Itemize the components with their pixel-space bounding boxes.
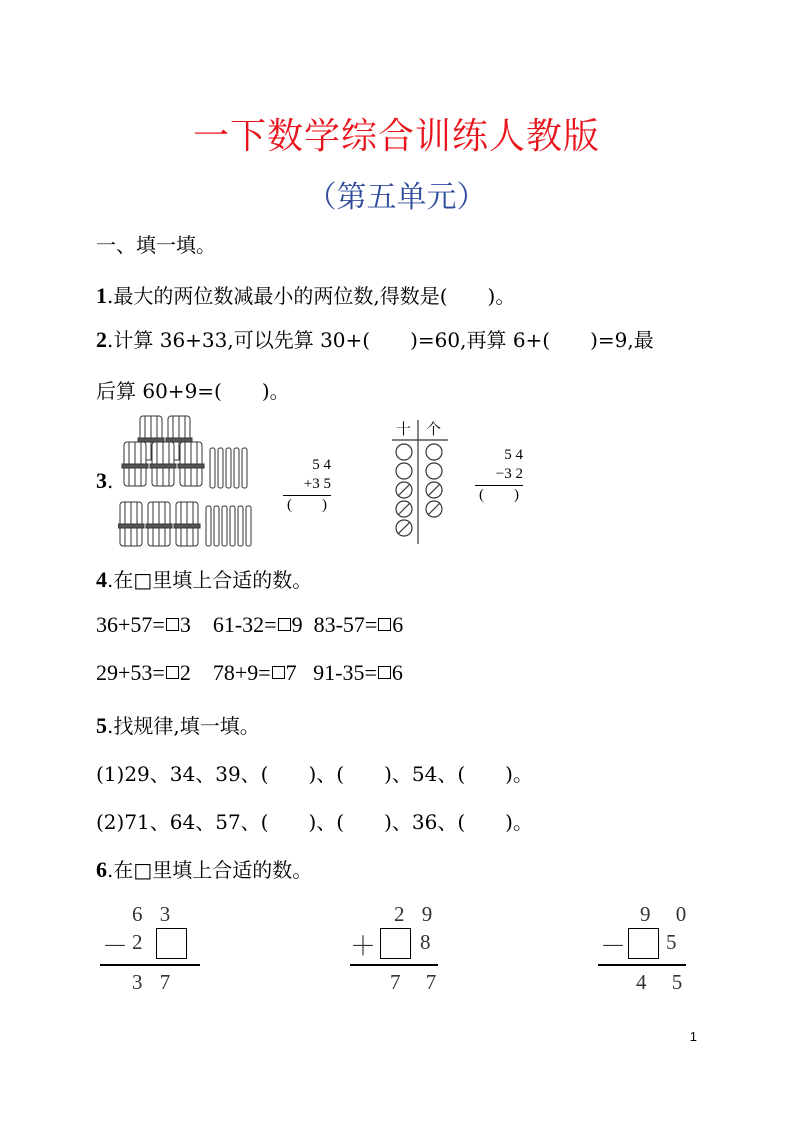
equation-2: 61-32= 9 [212,612,303,637]
calc-answer-blank[interactable]: ( ) [475,485,523,505]
page-subtitle: （第五单元） [306,180,487,215]
answer-box[interactable] [380,928,411,959]
equation-4: 29+53= 2 [96,660,191,685]
problem-top-number: 6 3 [132,902,177,926]
pattern-line-2: (2)71、64、57、( )、( )、36、( )。 [96,810,533,834]
divider-line [598,964,686,966]
equation-5: 78+9= 7 [212,660,297,685]
bundled-sticks-illustration [118,412,258,548]
question-text: .找规律,填一填。 [107,714,260,738]
divider-line [350,964,438,966]
answer-box[interactable] [628,928,659,959]
section-heading: 一、填一填。 [96,233,216,257]
question-text: .在□里填上合适的数。 [107,858,313,882]
calc-operand: −3 2 [495,466,523,482]
equation-3: 83-57= 6 [313,612,404,637]
page-number: 1 [689,1029,697,1044]
question-2-continued: 后算 60+9=( )。 [96,379,290,403]
answer-box[interactable] [278,618,291,631]
question-text: .计算 36+33,可以先算 30+( )=60,再算 6+( )=9,最 [107,328,654,352]
answer-box[interactable] [378,666,391,679]
question-number: 6 [96,857,107,882]
answer-box[interactable] [272,666,285,679]
ones-header: 个 [426,420,442,438]
problem-known-digit: 5 [666,930,677,954]
problem-result: 3 7 [132,970,177,994]
fill-box-row-1 [96,612,403,638]
question-4 [96,564,312,593]
vertical-problem-1 [100,898,204,994]
divider-line [100,964,200,966]
calc-operand: +3 5 [303,476,331,492]
problem-top-number: 2 9 [394,902,439,926]
vertical-subtraction [475,446,523,505]
answer-box[interactable] [166,618,179,631]
tens-header: 十 [396,420,412,438]
calc-answer-blank[interactable]: ( ) [283,495,331,515]
answer-box[interactable] [378,618,391,631]
calc-top: 5 4 [312,457,331,473]
problem-operator: ＋ [350,932,377,962]
fill-box-row-2 [96,660,403,686]
problem-operator: － [600,932,627,962]
problem-result: 7 7 [390,970,447,994]
question-number: 5 [96,713,107,738]
question-text: .最大的两位数减最小的两位数,得数是( )。 [107,284,516,308]
question-3: 3. [96,468,114,493]
question-number: 3 [96,468,107,493]
vertical-problem-3 [598,898,702,994]
problem-known-digit: 8 [420,930,431,954]
equation-6: 91-35= 6 [313,660,403,685]
problem-top-number: 9 0 [640,902,697,926]
calc-top: 5 4 [504,447,523,463]
question-number: 2 [96,327,107,352]
question-number: 1 [96,283,107,308]
vertical-problem-2 [350,898,454,994]
question-number: 4 [96,567,107,592]
answer-box[interactable] [156,928,187,959]
problem-result: 4 5 [636,970,693,994]
question-6 [96,854,312,883]
question-text: .在□里填上合适的数。 [107,568,313,592]
problem-operator: － [102,932,129,962]
answer-box[interactable] [166,666,179,679]
vertical-addition [283,456,331,515]
question-5 [96,710,260,739]
question-1 [96,280,515,309]
pattern-line-1: (1)29、34、39、( )、( )、54、( )。 [96,762,533,786]
problem-known-digit: 2 [132,930,143,954]
equation-1: 36+57= 3 [96,612,191,637]
question-2 [96,324,654,353]
page-title: 一下数学综合训练人教版 [192,116,600,157]
